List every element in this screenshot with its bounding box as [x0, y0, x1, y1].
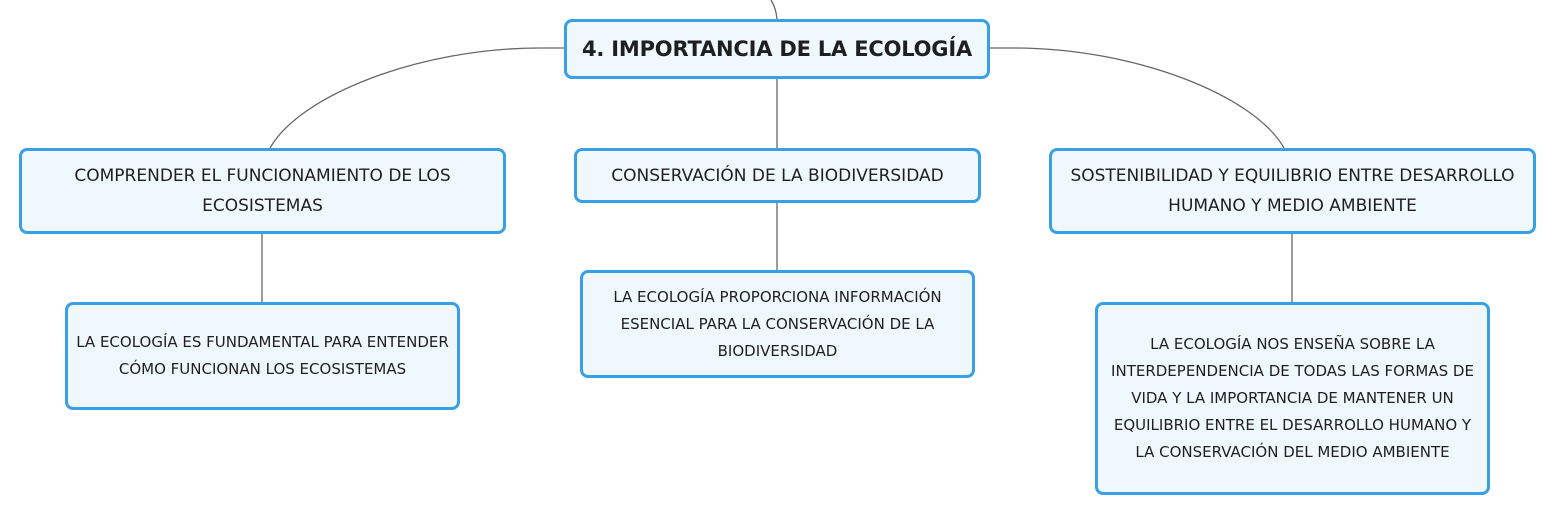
- connector-root-to-branch-3: [990, 48, 1284, 148]
- connector-root-to-branch-1: [270, 48, 564, 148]
- branch-node-sostenibilidad[interactable]: [1049, 148, 1536, 234]
- root-node-label: 4. IMPORTANCIA DE LA ECOLOGÍA: [581, 37, 973, 61]
- child-node-ecosistemas[interactable]: [65, 302, 460, 410]
- branch-node-label: CONSERVACIÓN DE LA BIODIVERSIDAD: [611, 165, 944, 186]
- connector-root-incoming: [771, 0, 777, 19]
- branch-node-label: COMPRENDER EL FUNCIONAMIENTO DE LOS ECOSISTEMAS: [74, 166, 451, 216]
- child-node-biodiversidad[interactable]: [580, 270, 975, 378]
- child-node-text: LA ECOLOGÍA ES FUNDAMENTAL PARA ENTENDER CÓMO FUNCIONAN LOS ECOSISTEMAS: [76, 333, 449, 378]
- child-node-text: LA ECOLOGÍA NOS ENSEÑA SOBRE LA INTERDEPENDENCIA DE TODAS LAS FORMAS DE VIDA Y LA IMPORTANCIA DE MANTENER UN EQUILIBRIO ENTRE EL DESARROLLO HUMANO Y LA CONSERVACIÓN DEL MEDIO AMBIENTE: [1111, 335, 1474, 461]
- root-node[interactable]: [564, 19, 990, 79]
- child-node-sostenibilidad[interactable]: [1095, 302, 1490, 495]
- child-node-text: LA ECOLOGÍA PROPORCIONA INFORMACIÓN ESENCIAL PARA LA CONSERVACIÓN DE LA BIODIVERSIDAD: [613, 287, 942, 360]
- branch-node-label: SOSTENIBILIDAD Y EQUILIBRIO ENTRE DESARROLLO HUMANO Y MEDIO AMBIENTE: [1070, 166, 1515, 216]
- branch-node-ecosistemas[interactable]: [19, 148, 506, 234]
- branch-node-biodiversidad[interactable]: [574, 148, 981, 203]
